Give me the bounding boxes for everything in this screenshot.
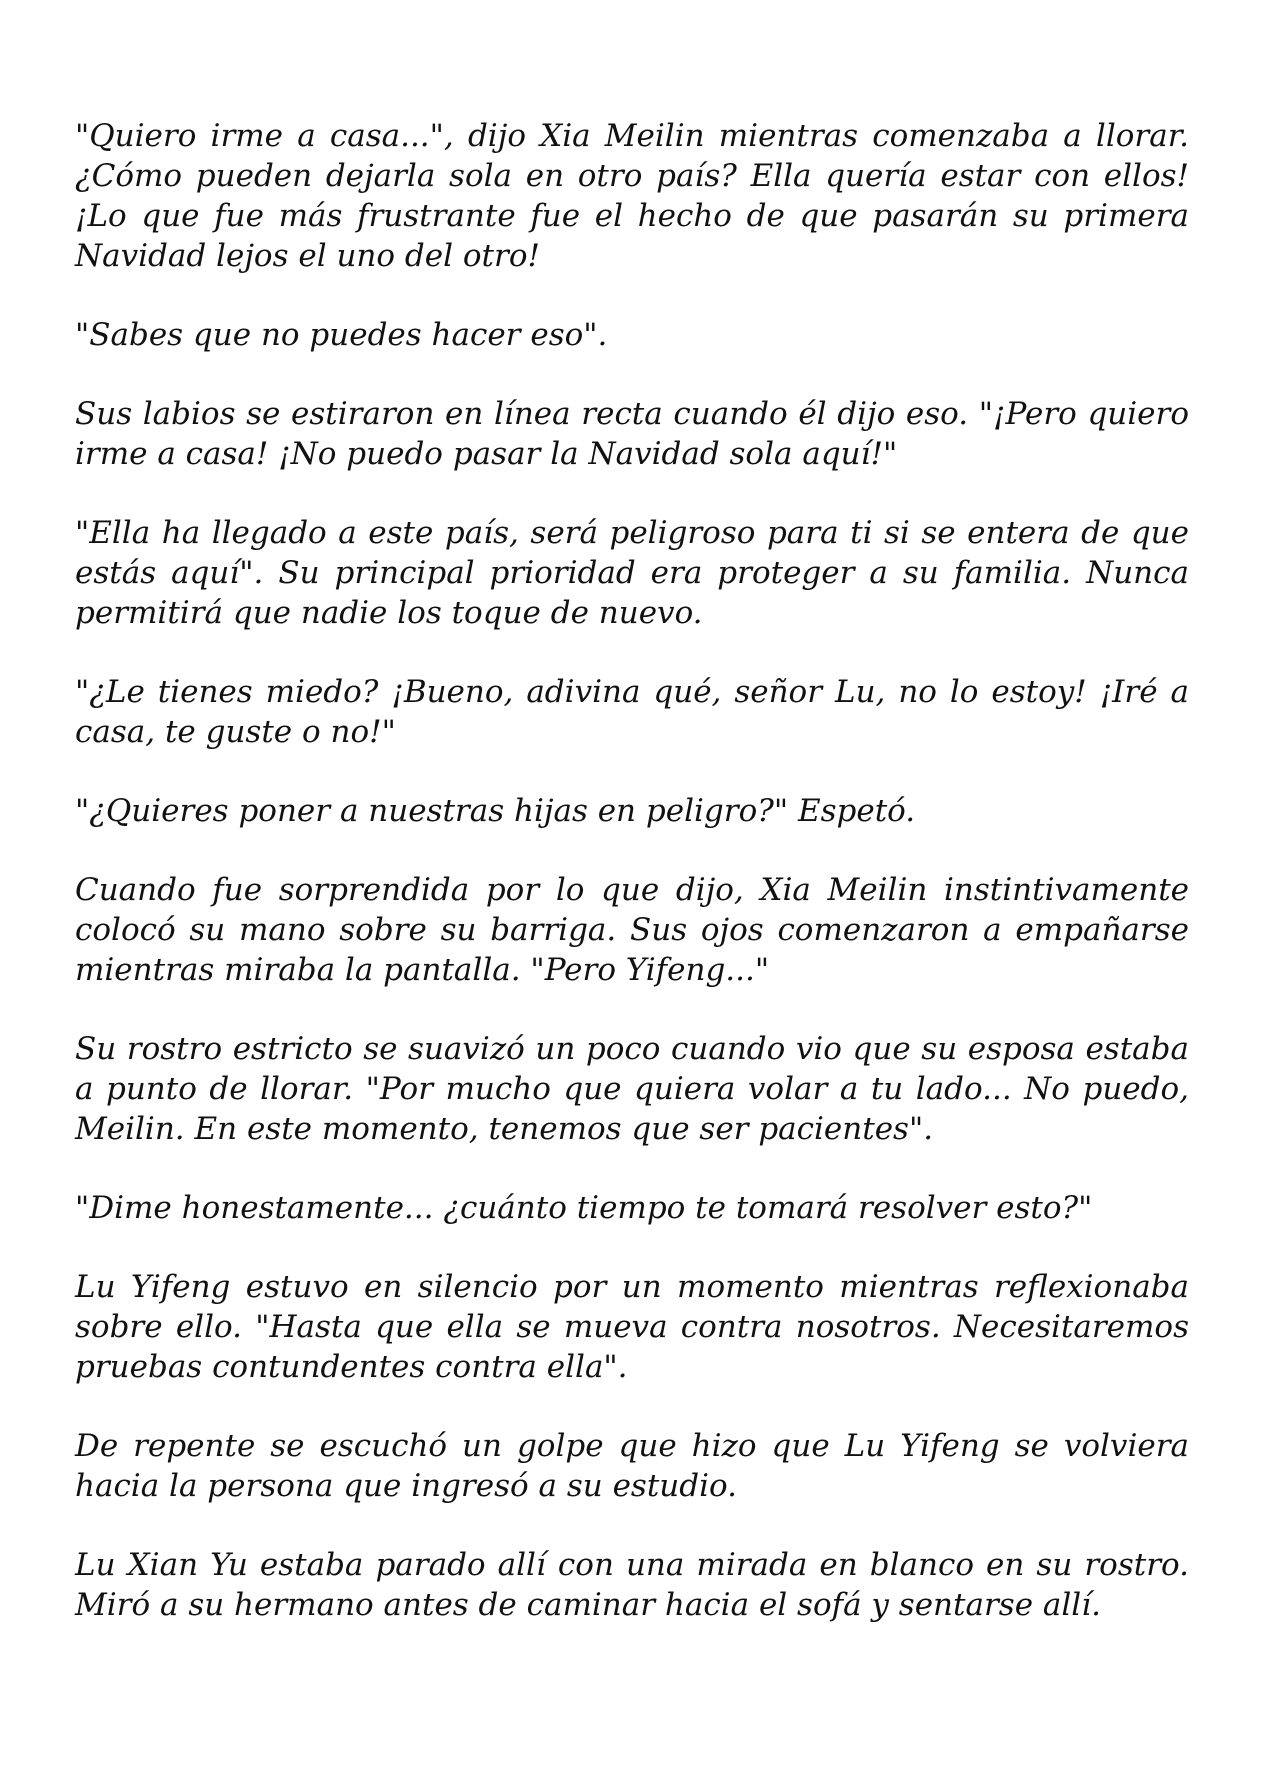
paragraph-11: De repente se escuchó un golpe que hizo que Lu Yifeng se volviera hacia la persona que ingresó a su estudio. [75,1428,1189,1504]
paragraph-10: Lu Yifeng estuvo en silencio por un momento mientras reflexionaba sobre ello. "Hasta que ella se mueva contra nosotros. Necesitaremos pruebas contundentes contra ella". [75,1269,1189,1385]
document-page [75,116,1189,1664]
paragraph-6: "¿Quieres poner a nuestras hijas en peligro?" Espetó. [75,793,916,829]
paragraph-5: "¿Le tienes miedo? ¡Bueno, adivina qué, señor Lu, no lo estoy! ¡Iré a casa, te guste o no!" [75,674,1189,750]
paragraph-4: "Ella ha llegado a este país, será peligroso para ti si se entera de que estás aquí". Su principal prioridad era proteger a su familia. Nunca permitirá que nadie los toque de nuevo. [75,515,1189,631]
paragraph-2: "Sabes que no puedes hacer eso". [75,317,608,353]
paragraph-9: "Dime honestamente... ¿cuánto tiempo te tomará resolver esto?" [75,1190,1093,1226]
paragraph-8: Su rostro estricto se suavizó un poco cuando vio que su esposa estaba a punto de llorar. "Por mucho que quiera volar a tu lado... No puedo, Meilin. En este momento, tenemos que ser pacientes". [75,1031,1189,1147]
paragraph-12: Lu Xian Yu estaba parado allí con una mirada en blanco en su rostro. Miró a su hermano antes de caminar hacia el sofá y sentarse allí. [75,1547,1189,1623]
paragraph-1: "Quiero irme a casa...", dijo Xia Meilin mientras comenzaba a llorar. ¿Cómo pueden dejarla sola en otro país? Ella quería estar con ellos! ¡Lo que fue más frustrante fue el hecho de que pasarán su primera Navidad lejos el uno del otro! [75,118,1189,274]
paragraph-3: Sus labios se estiraron en línea recta cuando él dijo eso. "¡Pero quiero irme a casa! ¡No puedo pasar la Navidad sola aquí!" [75,396,1189,472]
paragraph-7: Cuando fue sorprendida por lo que dijo, Xia Meilin instintivamente colocó su mano sobre su barriga. Sus ojos comenzaron a empañarse mientras miraba la pantalla. "Pero Yifeng..." [75,872,1189,988]
